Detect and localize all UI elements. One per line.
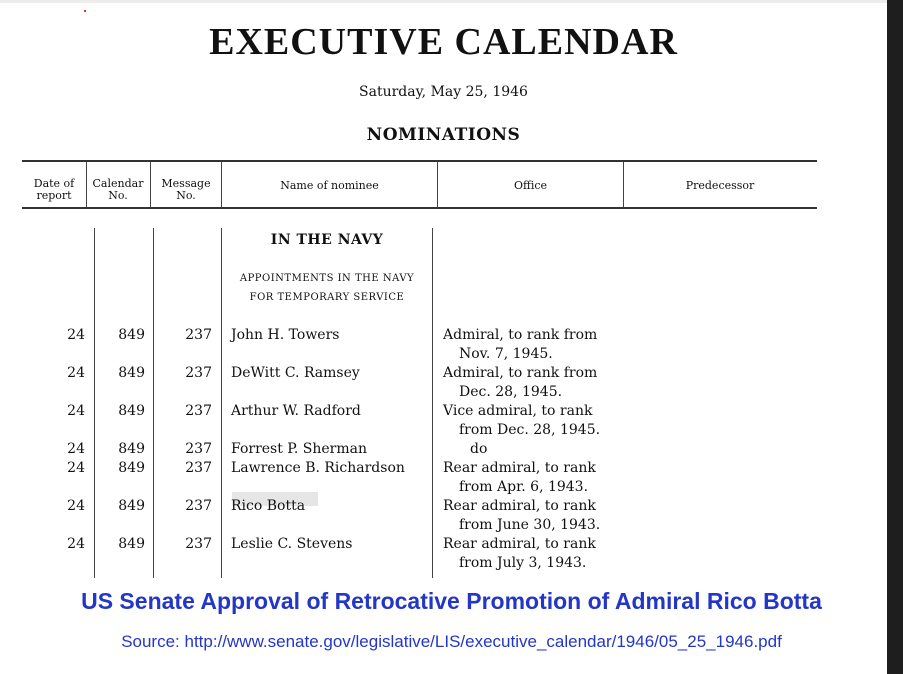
caption-headline: US Senate Approval of Retrocative Promotion of Admiral Rico Botta — [81, 588, 822, 614]
date-cell: 24 — [67, 365, 85, 381]
column-header-predecessor: Predecessor — [685, 179, 755, 192]
column-divider — [153, 228, 154, 578]
column-header-calendar: Calendar No. — [92, 177, 144, 202]
office-line: from July 3, 1943. — [459, 555, 587, 571]
calendar-cell: 849 — [118, 536, 145, 552]
nominee-name: John H. Towers — [231, 327, 340, 343]
nominee-name: Rico Botta — [231, 498, 306, 514]
column-divider — [94, 228, 95, 578]
office-line: Nov. 7, 1945. — [459, 346, 553, 362]
top-border — [0, 0, 887, 3]
header-divider — [437, 162, 438, 207]
office-line: Admiral, to rank from — [443, 327, 598, 343]
header-top-rule — [22, 160, 817, 162]
office-line: from June 30, 1943. — [459, 517, 601, 533]
header-divider — [86, 162, 87, 207]
subheading-line: APPOINTMENTS IN THE NAVY — [239, 273, 415, 284]
message-cell: 237 — [185, 403, 212, 419]
message-cell: 237 — [185, 327, 212, 343]
date-cell: 24 — [67, 403, 85, 419]
column-header-office: Office — [513, 179, 548, 192]
date-cell: 24 — [67, 460, 85, 476]
office-line: Rear admiral, to rank — [443, 536, 596, 552]
date-cell: 24 — [67, 327, 85, 343]
header-divider — [150, 162, 151, 207]
calendar-cell: 849 — [118, 498, 145, 514]
column-divider — [432, 228, 433, 578]
office-line: Dec. 28, 1945. — [459, 384, 563, 400]
office-line: from Apr. 6, 1943. — [459, 479, 589, 495]
scan-speck — [84, 10, 86, 12]
calendar-cell: 849 — [118, 327, 145, 343]
office-line: from Dec. 28, 1945. — [459, 422, 601, 438]
nominee-name: Lawrence B. Richardson — [231, 460, 405, 476]
message-cell: 237 — [185, 365, 212, 381]
section-title: NOMINATIONS — [366, 125, 521, 145]
header-divider — [623, 162, 624, 207]
calendar-cell: 849 — [118, 365, 145, 381]
office-line: Rear admiral, to rank — [443, 460, 596, 476]
subheading-line: FOR TEMPORARY SERVICE — [249, 292, 405, 303]
office-line: do — [470, 441, 488, 457]
column-header-message: Message No. — [161, 177, 211, 202]
nominee-name: Leslie C. Stevens — [231, 536, 353, 552]
caption-source: Source: http://www.senate.gov/legislative/LIS/executive_calendar/1946/05_25_1946.pdf — [121, 632, 782, 651]
message-cell: 237 — [185, 536, 212, 552]
nominee-name: DeWitt C. Ramsey — [231, 365, 360, 381]
office-line: Rear admiral, to rank — [443, 498, 596, 514]
branch-heading: IN THE NAVY — [270, 232, 384, 248]
office-line: Admiral, to rank from — [443, 365, 598, 381]
message-cell: 237 — [185, 498, 212, 514]
right-edge-bar — [887, 0, 903, 674]
document-title: EXECUTIVE CALENDAR — [209, 21, 678, 63]
message-cell: 237 — [185, 441, 212, 457]
column-header-name: Name of nominee — [280, 179, 379, 192]
document-date: Saturday, May 25, 1946 — [359, 84, 528, 100]
date-cell: 24 — [67, 441, 85, 457]
message-cell: 237 — [185, 460, 212, 476]
calendar-cell: 849 — [118, 403, 145, 419]
office-line: Vice admiral, to rank — [443, 403, 593, 419]
calendar-cell: 849 — [118, 441, 145, 457]
header-divider — [221, 162, 222, 207]
header-bottom-rule — [22, 207, 817, 209]
date-cell: 24 — [67, 536, 85, 552]
date-cell: 24 — [67, 498, 85, 514]
nominee-name: Arthur W. Radford — [231, 403, 361, 419]
nominee-name: Forrest P. Sherman — [231, 441, 368, 457]
column-header-date: Date of report — [33, 177, 75, 202]
calendar-cell: 849 — [118, 460, 145, 476]
